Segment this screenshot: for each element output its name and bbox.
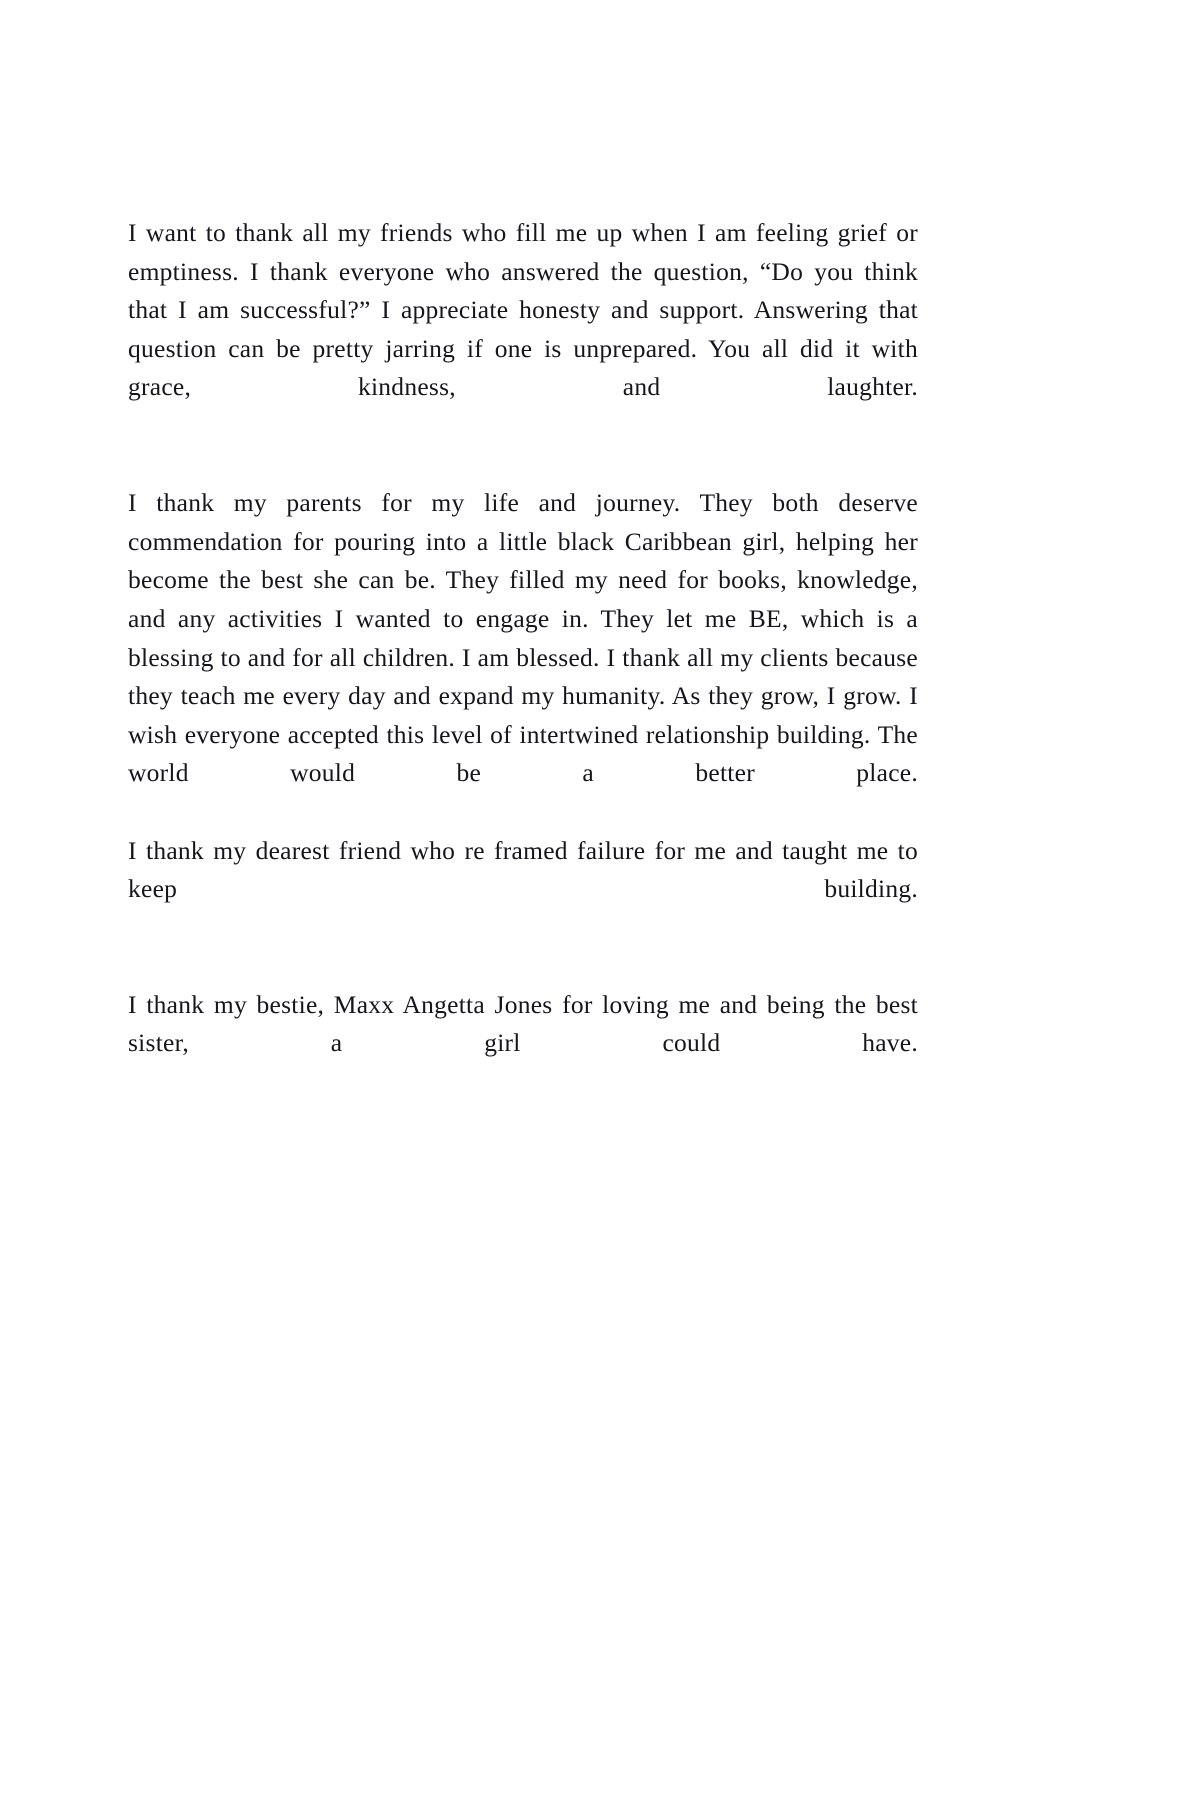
paragraph-parents-and-clients: I thank my parents for my life and journey. They both deserve commendation for pouring into a little black Caribbean girl, helping her become the best she can be. They filled my need for books, knowledge, and any activities I wanted to engage in. They let me BE, which is a blessing to and for all children. I am blessed. I thank all my clients because they teach me every day and expand my humanity. As they grow, I grow. I wish everyone accepted this level of intertwined relationship building. The world would be a better place. (128, 488, 918, 788)
paragraph-friends: I want to thank all my friends who fill me up when I am feeling grief or emptiness. I thank everyone who answered the question, “Do you think that I am successful?” I appreciate honesty and support. Answering that question can be pretty jarring if one is unprepared. You all did it with grace, kindness, and laughter. (128, 218, 918, 402)
paragraph-dearest-friend: I thank my dearest friend who re framed failure for me and taught me to keep building. (128, 835, 918, 904)
paragraph-bestie: I thank my bestie, Maxx Angetta Jones for loving me and being the best sister, a girl could have. (128, 989, 918, 1058)
body-text-column (128, 214, 918, 1102)
paragraph-gap-3 (128, 947, 918, 986)
paragraph-gap-1 (128, 446, 918, 485)
